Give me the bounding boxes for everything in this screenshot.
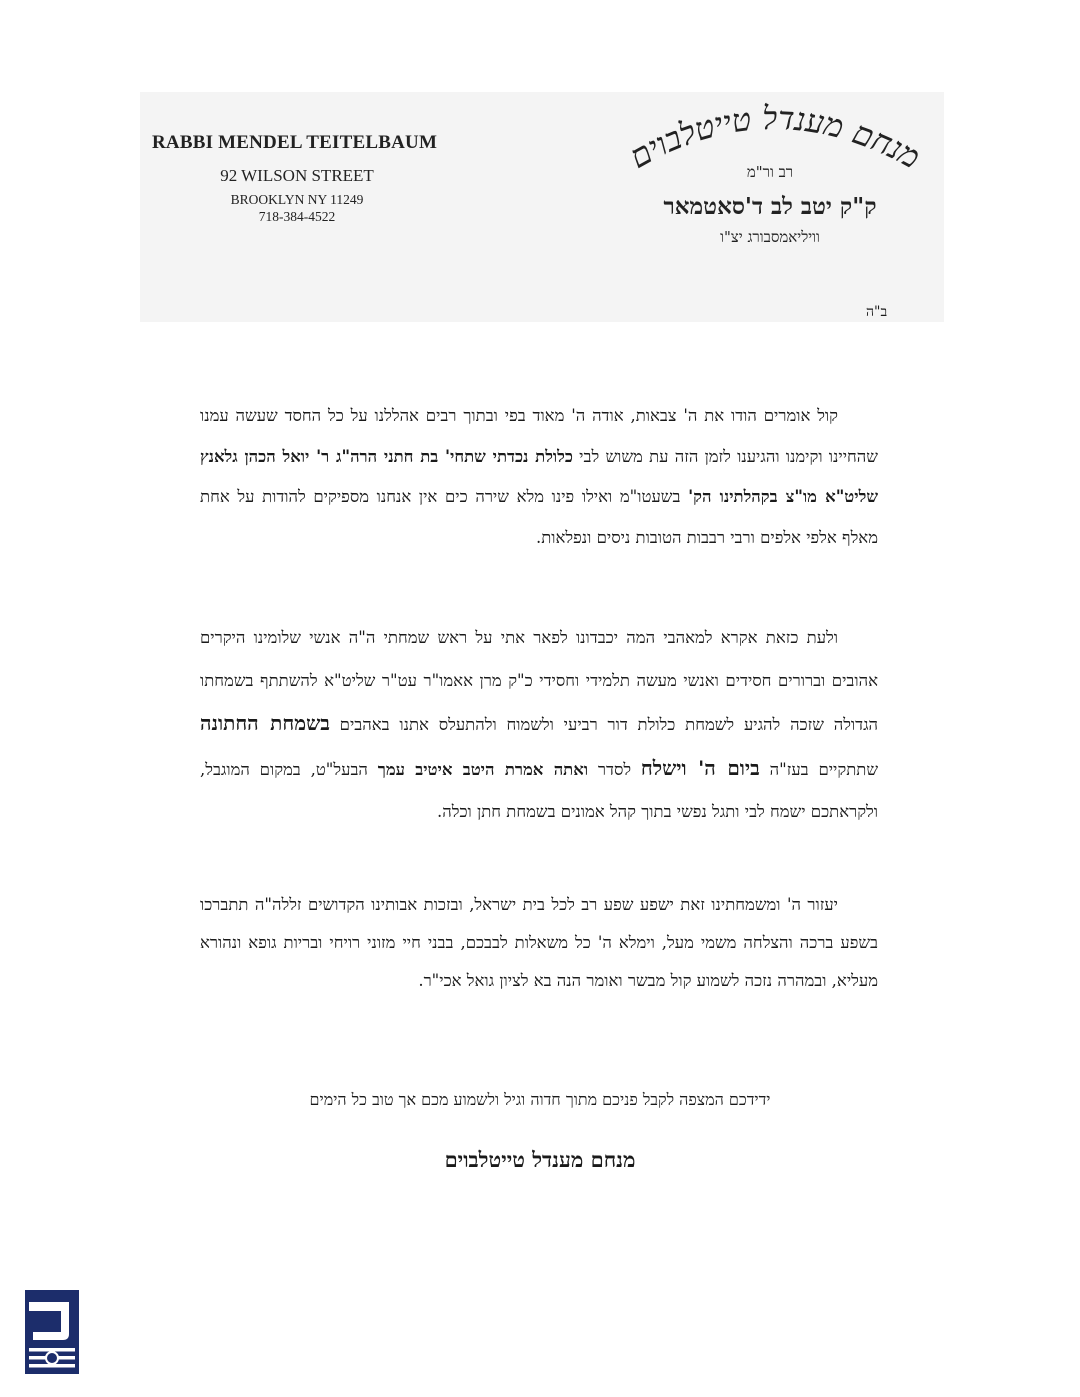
rabbi-title-hebrew: רב ור"מ xyxy=(746,163,794,181)
paragraph-segment: ביום ה' וישלח xyxy=(640,755,760,780)
paragraph-segment: יעזור ה' ומשמחתינו זאת ישפע שפע רב לכל בית ישראל, ובזכות אבותינו הקדושים זללה"ה תתברכו בשפע ברכה והצלחה משמי מעל, וימלא ה' כל משאלות לבבכם, בבני חיי מזוני רויחי ובריות גופא ונהורא מעליא, ובמהרה נזכה לשמוע קול מבשר ואומר הנה בא לציון גואל אכי"ר. xyxy=(200,895,878,990)
paragraph-3 xyxy=(200,886,878,1000)
city-address: BROOKLYN NY 11249 xyxy=(230,192,364,207)
signature: מנחם מענדל טייטלבוים xyxy=(444,1147,636,1172)
paragraph-1 xyxy=(200,396,878,558)
phone-number: 718-384-4522 xyxy=(258,209,336,224)
rabbi-name-hebrew-arc xyxy=(600,88,945,203)
paragraph-segment: בשמחת החתונה xyxy=(200,711,330,735)
paragraph-segment: ואתה אמרת היטב איטיב עמך xyxy=(377,759,589,779)
paragraph-segment: ולעת כזאת אקרא למאהבי המה יכבדונו לפאר אתי על ראש שמחתי ה"ה אנשי שלומינו היקרים אהובים וברורים חסידים ואנשי מעשה תלמידי וחסידי כ"ק מרן אאמו"ר עט"ר שליט"א להשתתף בשמחתו הגדולה שזכה להגיע לשמחת כלולת דור רביעי ולשמוח ולהתעלס אתנו באהבים xyxy=(200,628,879,734)
paragraph-segment: שתתקיים בעז"ה xyxy=(759,759,879,779)
letterhead-address-block xyxy=(152,132,442,225)
bh-header: ב"ה xyxy=(866,304,888,320)
closing-line: ידידכם המצפה לקבל פניכם מתוך חדוה וגיל ולשמוע מכם אך טוב כל הימים xyxy=(309,1090,771,1109)
city-hebrew: וויליאמסבורג יצ"ו xyxy=(720,228,820,246)
paragraph-2 xyxy=(200,617,878,834)
paragraph-segment: הבעל"ט, במקום המוגבל, ולקראתכם ישמח לבי ותגל נפשי בתוך קהל אמונים בשמחת חתן וכלה. xyxy=(200,759,878,821)
street-address: 92 WILSON STREET xyxy=(220,166,374,185)
paragraph-segment: לסדר xyxy=(588,759,641,779)
paragraph-segment: בשעטו"מ ואילו פינו מלא שירה כים אין אנחנו מספיקים להודות על אחת מאלף אלפי אלפים ורבי רבבות הטובות ניסים ונפלאות. xyxy=(200,487,878,547)
paragraph-segment: קול אומרים הודו את ה' צבאות, אודה ה' מאוד בפי ובתוך רבים אהללנו על כל החסד שעשה עמנו שהחיינו וקימנו והגיענו לזמן הזה עת משוש לבי xyxy=(200,406,878,466)
organization-logo xyxy=(25,1290,79,1374)
rabbi-name-english: RABBI MENDEL TEITELBAUM xyxy=(152,132,438,153)
congregation-name-hebrew: ק"ק יטב לב ד'סאטמאר xyxy=(663,193,877,220)
paragraph-segment: כלולת נכדתי שתחי' בת חתני הרה"ג ר' יואל הכהן גלאנץ שליט"א מו"צ בקהלתינו הק' xyxy=(200,446,878,506)
rabbi-name-hebrew: מנחם מענדל טייטלבוים xyxy=(622,98,927,177)
